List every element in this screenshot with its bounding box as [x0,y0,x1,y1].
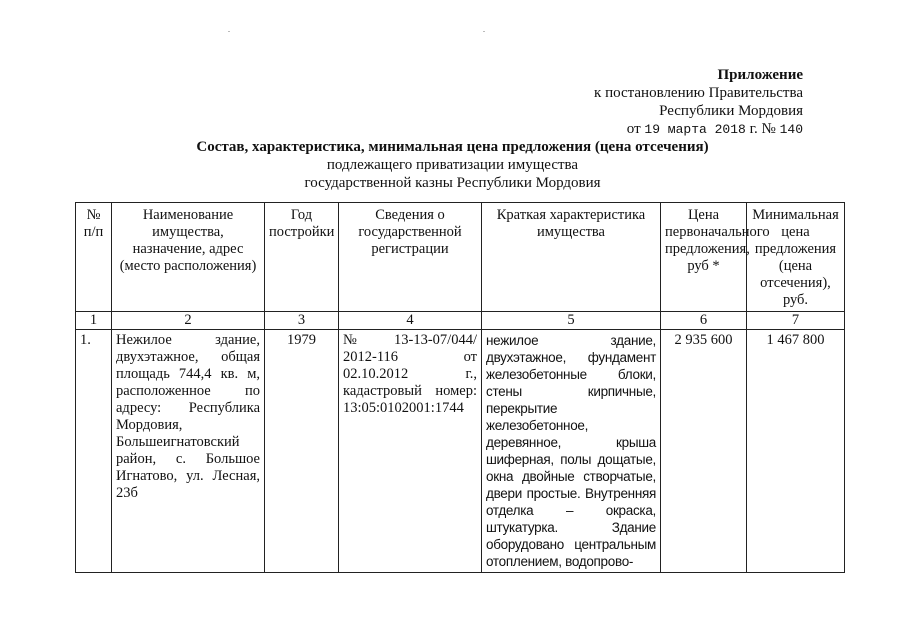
scan-speck [228,31,230,32]
scan-speck [483,31,485,32]
column-number: 2 [112,312,265,330]
construction-year: 1979 [265,330,339,573]
header-cell-year: Год постройки [265,203,339,312]
table-row [76,330,845,573]
appendix-title: Приложение [717,67,803,83]
header-row [76,203,845,312]
column-number: 4 [339,312,482,330]
heading-sub-1: подлежащего приватизации имущества [326,157,579,173]
appendix-line-2: Республики Мордовия [659,103,803,119]
registration-info: № 13-13-07/044/ 2012-116 от 02.10.2012 г., кадастровый номер: 13:05:0102001:1744 [339,330,482,573]
column-number: 5 [482,312,661,330]
initial-price: 2 935 600 [661,330,747,573]
heading-sub-2: государственной казны Республики Мордовия [304,175,601,191]
column-number: 1 [76,312,112,330]
date-prefix: от [626,121,641,137]
heading-main: Состав, характеристика, минимальная цена предложения (цена отсечения) [196,139,709,155]
appendix-block [594,66,803,139]
column-number: 6 [661,312,747,330]
date-mid: г. № [749,121,776,137]
appendix-date-line [594,120,803,139]
header-cell-initial-price: Цена первоначального предложения, руб * [661,203,747,312]
minimum-price: 1 467 800 [747,330,845,573]
property-table [75,202,845,573]
header-cell-description: Краткая характеристика имущества [482,203,661,312]
document-number: 140 [779,122,803,137]
row-number: 1. [76,330,112,573]
column-number: 3 [265,312,339,330]
header-cell-num: № п/п [76,203,112,312]
date-value: 19 марта 2018 [644,122,746,137]
header-cell-name: Наименование имущества, назначение, адрес (место расположения) [112,203,265,312]
appendix-line-1: к постановлению Правительства [594,85,803,101]
property-description: нежилое здание, двухэтажное, фундамент железобетонные блоки, стены кирпичные, перекрытие железобетонное, деревянное, крыша шиферная, полы дощатые, окна двойные створчатые, двери простые. Внутренняя отделка – окраска, штукатурка. Здание оборудовано центральным отоплением, водопрово- [482,330,661,573]
property-name: Нежилое здание, двухэтажное, общая площадь 744,4 кв. м, расположенное по адресу: Республика Мордовия, Большеигнатовский район, с. Большое Игнатово, ул. Лесная, 23б [112,330,265,573]
header-cell-min-price: Минимальная цена предложения (цена отсечения), руб. [747,203,845,312]
header-cell-registration: Сведения о государственной регистрации [339,203,482,312]
column-number: 7 [747,312,845,330]
column-number-row [76,312,845,330]
document-heading [0,138,905,192]
